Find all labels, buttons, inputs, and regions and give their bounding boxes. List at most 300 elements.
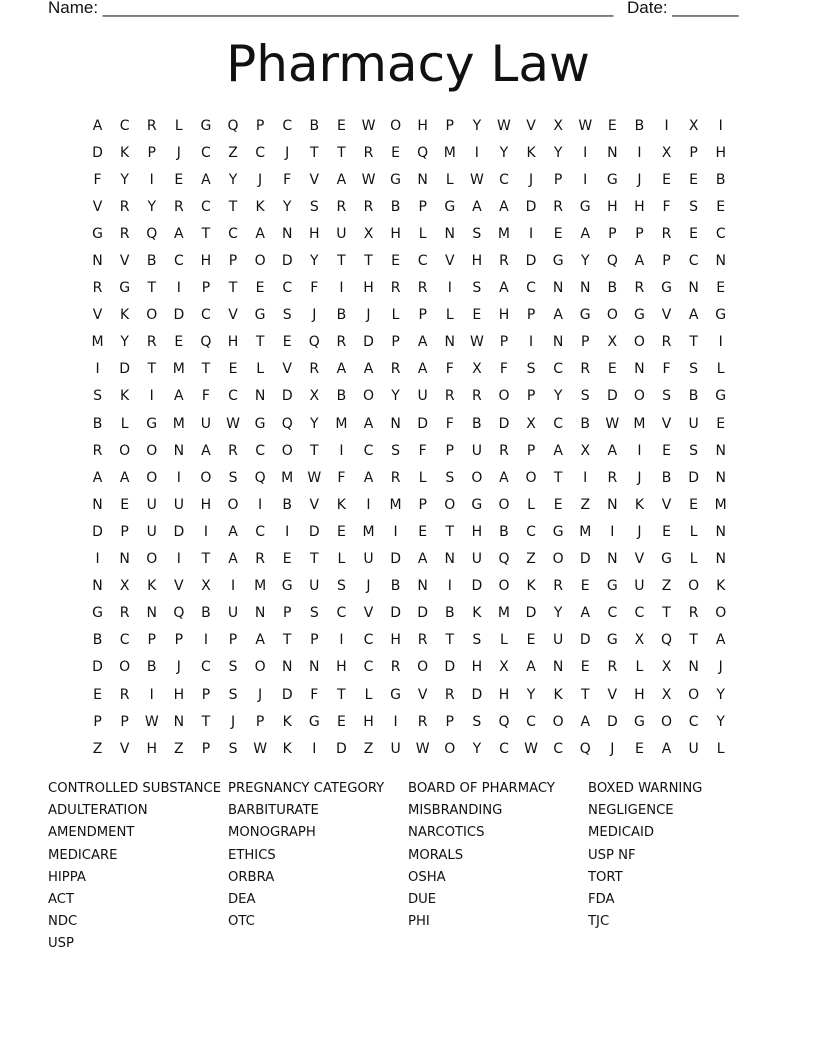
grid-letter: X xyxy=(661,659,672,676)
grid-letter: N xyxy=(444,551,455,568)
grid-letter: I xyxy=(258,496,263,513)
grid-letter: W xyxy=(144,713,159,730)
grid-letter: S xyxy=(336,578,346,595)
grid-letter: R xyxy=(119,225,130,242)
grid-letter: C xyxy=(228,225,238,242)
grid-letter: E xyxy=(716,280,726,297)
grid-letter: I xyxy=(583,171,588,188)
word-list-item: NDC xyxy=(48,914,78,930)
grid-letter: Y xyxy=(716,686,725,703)
grid-letter: M xyxy=(362,523,375,540)
grid-letter: T xyxy=(553,469,563,486)
grid-letter: Y xyxy=(147,198,157,215)
grid-letter: A xyxy=(336,361,347,378)
grid-letter: H xyxy=(634,686,645,703)
page-title: Pharmacy Law xyxy=(226,35,590,93)
grid-letter: V xyxy=(92,307,103,324)
grid-letter: W xyxy=(226,415,240,432)
grid-letter: N xyxy=(281,659,293,676)
grid-letter: A xyxy=(580,605,591,622)
grid-letter: B xyxy=(146,253,157,270)
grid-letter: O xyxy=(390,117,402,134)
grid-letter: V xyxy=(607,686,618,703)
grid-letter: M xyxy=(254,578,267,595)
grid-letter: E xyxy=(282,551,292,568)
grid-letter: G xyxy=(606,171,618,188)
grid-letter: R xyxy=(363,198,374,215)
grid-letter: R xyxy=(417,632,428,649)
grid-letter: K xyxy=(716,578,726,595)
grid-letter: I xyxy=(95,361,100,378)
grid-letter: S xyxy=(228,686,238,703)
grid-letter: O xyxy=(444,496,456,513)
grid-letter: R xyxy=(661,334,672,351)
grid-letter: R xyxy=(661,225,672,242)
grid-letter: Y xyxy=(120,171,129,188)
grid-letter: E xyxy=(228,361,238,378)
grid-letter: E xyxy=(662,523,671,540)
grid-letter: I xyxy=(285,523,290,540)
grid-letter: E xyxy=(120,496,130,513)
grid-letter: V xyxy=(661,307,672,324)
grid-letter: R xyxy=(499,442,509,459)
grid-letter: C xyxy=(499,171,509,188)
grid-letter: B xyxy=(472,415,482,432)
grid-letter: N xyxy=(92,578,103,595)
grid-letter: A xyxy=(580,225,591,242)
grid-letter: T xyxy=(310,551,319,568)
grid-letter: J xyxy=(258,171,263,188)
word-list-item: ACT xyxy=(48,891,75,907)
grid-letter: H xyxy=(498,307,510,324)
grid-letter: S xyxy=(689,198,699,215)
grid-letter: I xyxy=(637,442,642,459)
grid-letter: R xyxy=(499,253,509,270)
grid-letter: M xyxy=(91,334,104,351)
grid-letter: I xyxy=(583,144,588,161)
word-list-item: AMENDMENT xyxy=(48,825,135,841)
grid-letter: I xyxy=(339,442,344,459)
grid-letter: B xyxy=(390,198,401,215)
grid-letter: E xyxy=(174,334,184,351)
grid-letter: U xyxy=(363,551,374,568)
grid-letter: B xyxy=(607,280,618,297)
grid-letter: P xyxy=(526,307,536,324)
grid-letter: Q xyxy=(227,117,239,134)
grid-letter: D xyxy=(92,523,103,540)
grid-letter: L xyxy=(716,740,725,757)
grid-letter: P xyxy=(255,713,265,730)
grid-letter: U xyxy=(688,415,699,432)
grid-letter: Y xyxy=(716,713,725,730)
grid-letter: C xyxy=(553,361,564,378)
date-field-label: Date: _______ xyxy=(627,0,739,17)
grid-letter: C xyxy=(688,713,699,730)
grid-letter: X xyxy=(661,144,672,161)
grid-letter: E xyxy=(553,496,563,513)
grid-letter: D xyxy=(498,415,510,432)
grid-letter: R xyxy=(119,686,130,703)
grid-letter: T xyxy=(337,144,346,161)
grid-letter: P xyxy=(120,523,129,540)
grid-letter: G xyxy=(390,171,401,188)
grid-letter: G xyxy=(715,307,727,324)
grid-letter: B xyxy=(309,117,320,134)
grid-letter: R xyxy=(309,361,320,378)
grid-letter: G xyxy=(606,632,618,649)
grid-letter: E xyxy=(689,171,699,188)
grid-letter: J xyxy=(718,659,723,676)
grid-letter: I xyxy=(718,117,723,134)
grid-letter: A xyxy=(553,442,563,459)
grid-letter: L xyxy=(689,551,698,568)
grid-letter: E xyxy=(391,253,400,270)
grid-letter: P xyxy=(391,334,400,351)
grid-letter: M xyxy=(172,361,185,378)
grid-letter: E xyxy=(418,523,428,540)
grid-letter: B xyxy=(715,171,726,188)
grid-letter: I xyxy=(583,469,588,486)
grid-letter: G xyxy=(552,523,564,540)
grid-letter: C xyxy=(526,523,536,540)
grid-letter: N xyxy=(119,551,130,568)
grid-letter: W xyxy=(578,117,593,134)
grid-letter: B xyxy=(661,469,672,486)
grid-letter: J xyxy=(176,144,181,161)
grid-letter: O xyxy=(444,740,456,757)
grid-letter: R xyxy=(553,578,563,595)
grid-letter: P xyxy=(147,144,156,161)
grid-letter: Q xyxy=(606,253,618,270)
grid-letter: D xyxy=(525,605,537,622)
grid-letter: O xyxy=(417,659,429,676)
grid-letter: N xyxy=(173,442,185,459)
grid-letter: A xyxy=(472,198,482,215)
grid-letter: E xyxy=(93,686,102,703)
grid-letter: R xyxy=(444,388,455,405)
grid-letter: H xyxy=(715,144,726,161)
grid-letter: H xyxy=(173,686,185,703)
grid-letter: C xyxy=(363,442,374,459)
grid-letter: R xyxy=(390,469,401,486)
grid-letter: T xyxy=(310,442,319,459)
word-list-item: TJC xyxy=(588,914,610,930)
grid-letter: U xyxy=(634,578,645,595)
grid-letter: N xyxy=(309,659,320,676)
grid-letter: C xyxy=(526,713,536,730)
grid-letter: R xyxy=(580,361,591,378)
grid-letter: R xyxy=(607,659,618,676)
grid-letter: H xyxy=(390,225,401,242)
grid-letter: C xyxy=(255,442,265,459)
grid-letter: O xyxy=(525,469,537,486)
grid-letter: K xyxy=(120,307,130,324)
grid-letter: W xyxy=(469,171,484,188)
grid-letter: G xyxy=(633,713,645,730)
grid-letter: L xyxy=(689,523,698,540)
grid-letter: M xyxy=(497,605,510,622)
grid-letter: I xyxy=(339,632,344,649)
grid-letter: Y xyxy=(310,253,319,270)
grid-letter: Y xyxy=(228,171,238,188)
grid-letter: B xyxy=(580,415,591,432)
grid-letter: G xyxy=(390,686,401,703)
grid-letter: B xyxy=(390,578,401,595)
grid-letter: S xyxy=(391,442,401,459)
grid-letter: L xyxy=(391,307,400,324)
grid-letter: D xyxy=(417,605,429,622)
grid-letter: C xyxy=(201,307,211,324)
grid-letter: R xyxy=(390,361,401,378)
grid-letter: O xyxy=(362,388,374,405)
grid-letter: G xyxy=(579,307,591,324)
grid-letter: T xyxy=(445,523,455,540)
grid-letter: A xyxy=(119,469,130,486)
grid-letter: L xyxy=(445,307,454,324)
grid-letter: G xyxy=(444,198,456,215)
grid-letter: Z xyxy=(228,144,238,161)
grid-letter: J xyxy=(312,307,317,324)
grid-letter: Q xyxy=(173,605,185,622)
grid-letter: M xyxy=(281,469,294,486)
grid-letter: F xyxy=(499,361,508,378)
grid-letter: R xyxy=(173,198,184,215)
grid-letter: V xyxy=(634,551,645,568)
grid-letter: O xyxy=(606,307,618,324)
grid-letter: R xyxy=(92,280,103,297)
grid-letter: W xyxy=(524,740,538,757)
grid-letter: B xyxy=(92,632,103,649)
grid-letter: M xyxy=(714,496,727,513)
grid-letter: A xyxy=(499,469,509,486)
grid-letter: T xyxy=(662,605,671,622)
grid-letter: J xyxy=(528,171,534,188)
grid-letter: I xyxy=(339,280,344,297)
grid-letter: I xyxy=(393,713,398,730)
grid-letter: I xyxy=(718,334,723,351)
word-list-item: BARBITURATE xyxy=(228,803,319,819)
grid-letter: Z xyxy=(661,578,672,595)
word-list xyxy=(48,778,768,956)
grid-letter: A xyxy=(201,442,211,459)
grid-letter: Y xyxy=(472,117,482,134)
grid-letter: E xyxy=(689,496,699,513)
grid-letter: D xyxy=(688,469,699,486)
grid-letter: K xyxy=(526,578,536,595)
grid-letter: E xyxy=(391,144,400,161)
grid-letter: G xyxy=(308,713,320,730)
grid-letter: U xyxy=(417,388,428,405)
grid-letter: I xyxy=(664,117,669,134)
grid-letter: J xyxy=(637,523,642,540)
grid-letter: N xyxy=(552,280,564,297)
grid-letter: W xyxy=(469,334,484,351)
word-list-item: OSHA xyxy=(408,869,446,885)
grid-letter: B xyxy=(201,605,211,622)
grid-letter: A xyxy=(92,117,103,134)
grid-letter: R xyxy=(417,713,428,730)
grid-letter: T xyxy=(689,632,698,649)
grid-letter: B xyxy=(92,415,103,432)
grid-letter: Y xyxy=(553,144,563,161)
grid-letter: S xyxy=(309,198,319,215)
grid-letter: R xyxy=(417,280,428,297)
grid-letter: H xyxy=(363,280,374,297)
grid-letter: L xyxy=(445,171,454,188)
grid-letter: G xyxy=(254,307,266,324)
grid-letter: F xyxy=(310,686,319,703)
grid-letter: P xyxy=(310,632,319,649)
grid-letter: X xyxy=(119,578,130,595)
word-list-item: USP xyxy=(48,936,74,952)
grid-letter: S xyxy=(445,469,455,486)
word-list-item: MEDICAID xyxy=(588,825,655,841)
grid-letter: A xyxy=(553,307,563,324)
grid-letter: V xyxy=(661,415,672,432)
grid-letter: Q xyxy=(498,551,510,568)
grid-letter: I xyxy=(176,551,181,568)
word-list-item: CONTROLLED SUBSTANCE xyxy=(48,781,222,796)
grid-letter: X xyxy=(499,659,509,676)
grid-letter: O xyxy=(688,578,700,595)
grid-letter: B xyxy=(688,388,699,405)
grid-letter: A xyxy=(363,361,374,378)
grid-letter: N xyxy=(444,225,455,242)
grid-letter: G xyxy=(119,280,131,297)
grid-letter: U xyxy=(200,415,212,432)
grid-letter: E xyxy=(607,361,617,378)
grid-letter: K xyxy=(282,740,292,757)
grid-letter: N xyxy=(607,144,618,161)
grid-letter: E xyxy=(580,578,590,595)
grid-letter: L xyxy=(418,225,427,242)
grid-letter: C xyxy=(417,253,428,270)
grid-letter: S xyxy=(662,388,671,405)
grid-letter: H xyxy=(336,659,347,676)
grid-letter: J xyxy=(637,469,642,486)
grid-letter: S xyxy=(472,632,482,649)
grid-letter: A xyxy=(363,415,374,432)
grid-letter: C xyxy=(688,253,699,270)
grid-letter: E xyxy=(553,225,563,242)
grid-letter: Y xyxy=(472,740,482,757)
grid-letter: K xyxy=(282,713,292,730)
grid-letter: W xyxy=(307,469,322,486)
grid-letter: P xyxy=(526,442,536,459)
grid-letter: P xyxy=(445,442,454,459)
grid-letter: H xyxy=(363,713,374,730)
grid-letter: A xyxy=(255,225,265,242)
grid-letter: A xyxy=(688,307,699,324)
grid-letter: D xyxy=(471,578,483,595)
grid-letter: N xyxy=(715,551,726,568)
word-list-item: BOARD OF PHARMACY xyxy=(408,781,555,796)
grid-letter: R xyxy=(336,198,347,215)
grid-letter: P xyxy=(418,307,427,324)
grid-letter: R xyxy=(390,280,401,297)
grid-letter: Z xyxy=(526,551,536,568)
grid-letter: C xyxy=(173,253,184,270)
grid-letter: R xyxy=(92,442,103,459)
grid-letter: F xyxy=(310,280,319,297)
grid-letter: U xyxy=(471,551,482,568)
grid-letter: C xyxy=(119,117,130,134)
grid-letter: D xyxy=(444,659,456,676)
grid-letter: P xyxy=(228,253,238,270)
word-list-item: MORALS xyxy=(408,847,464,863)
grid-letter: D xyxy=(281,253,293,270)
grid-letter: N xyxy=(607,496,618,513)
grid-letter: V xyxy=(444,253,455,270)
grid-letter: C xyxy=(363,632,374,649)
word-list-item: NEGLIGENCE xyxy=(588,803,674,819)
word-list-item: MONOGRAPH xyxy=(228,825,316,841)
grid-letter: S xyxy=(580,388,590,405)
grid-letter: I xyxy=(610,523,615,540)
grid-letter: D xyxy=(471,686,483,703)
grid-letter: P xyxy=(445,117,454,134)
grid-letter: Z xyxy=(580,496,591,513)
grid-letter: T xyxy=(337,686,346,703)
grid-letter: F xyxy=(662,361,671,378)
grid-letter: I xyxy=(149,388,154,405)
grid-letter: G xyxy=(254,415,266,432)
grid-letter: M xyxy=(443,144,456,161)
grid-letter: N xyxy=(444,334,455,351)
grid-letter: M xyxy=(172,415,185,432)
grid-letter: A xyxy=(499,280,509,297)
grid-letter: V xyxy=(228,307,238,324)
grid-letter: P xyxy=(120,713,129,730)
grid-letter: V xyxy=(92,198,103,215)
grid-letter: V xyxy=(526,117,536,134)
grid-letter: A xyxy=(363,469,374,486)
grid-letter: R xyxy=(119,198,130,215)
grid-letter: P xyxy=(662,253,671,270)
grid-letter: C xyxy=(282,117,293,134)
grid-letter: P xyxy=(255,117,265,134)
grid-letter: J xyxy=(285,144,290,161)
grid-letter: X xyxy=(526,415,536,432)
grid-letter: D xyxy=(606,388,618,405)
grid-letter: E xyxy=(174,171,184,188)
grid-letter: G xyxy=(661,280,672,297)
grid-letter: C xyxy=(553,415,564,432)
grid-letter: B xyxy=(282,496,292,513)
grid-letter: C xyxy=(336,605,347,622)
grid-letter: Y xyxy=(526,686,536,703)
grid-letter: B xyxy=(499,523,509,540)
grid-letter: V xyxy=(309,496,320,513)
grid-letter: G xyxy=(579,198,591,215)
grid-letter: F xyxy=(283,171,292,188)
grid-letter: P xyxy=(635,225,644,242)
grid-letter: M xyxy=(579,523,592,540)
grid-letter: P xyxy=(282,605,292,622)
grid-letter: H xyxy=(498,686,510,703)
grid-letter: E xyxy=(336,523,346,540)
grid-letter: L xyxy=(174,117,183,134)
grid-letter: T xyxy=(310,144,319,161)
grid-letter: O xyxy=(552,551,564,568)
grid-letter: K xyxy=(255,198,265,215)
grid-letter: G xyxy=(92,225,103,242)
grid-letter: I xyxy=(176,280,181,297)
grid-letter: C xyxy=(119,632,130,649)
grid-letter: T xyxy=(580,686,590,703)
grid-letter: G xyxy=(715,388,727,405)
grid-letter: O xyxy=(119,442,131,459)
